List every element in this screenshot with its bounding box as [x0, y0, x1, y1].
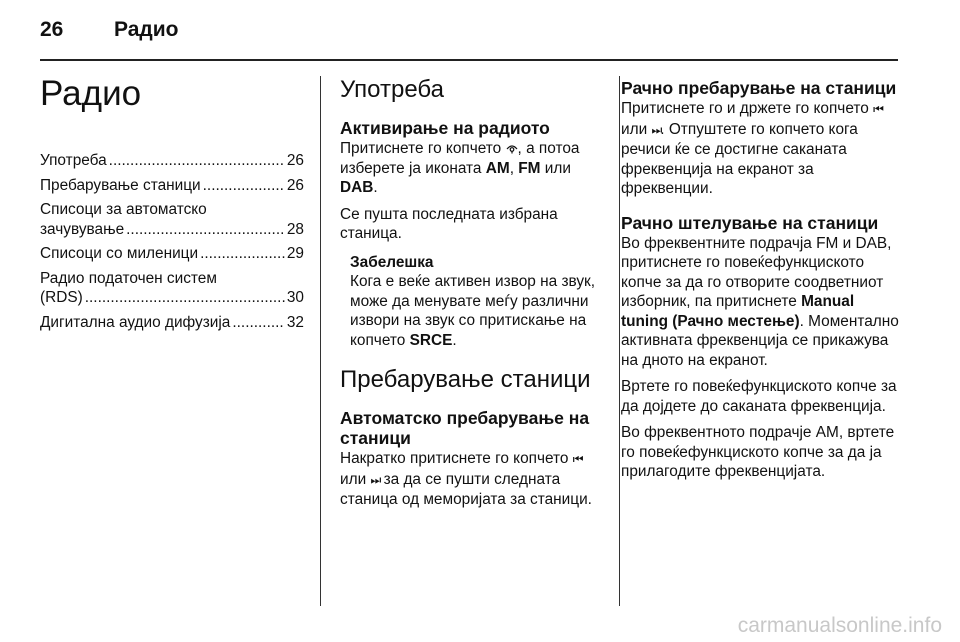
toc-item[interactable]: Дигитална аудио дифузија ..... 32 [40, 313, 304, 333]
next-track-icon: ⏭ [651, 122, 661, 137]
am-band-text: Во фреквентното подрачје AM, вртете го повеќефункциското копче за да ја прилагодите фреквенцијата. [621, 424, 895, 480]
last-station-text: Се пушта последната избрана станица. [340, 205, 558, 242]
toc-item[interactable]: Употреба ..... 26 [40, 151, 304, 171]
toc-item[interactable]: Пребарување станици ..... 26 [40, 176, 304, 196]
radio-icon [506, 142, 518, 154]
prev-track-icon: ⏮ [572, 452, 582, 466]
page-number: 26 [40, 18, 64, 41]
section-title: Радио [114, 18, 179, 41]
turn-knob-text: Вртете го повеќефункциското копче за да дојдете до саканата фреквенција. [621, 378, 897, 415]
column-divider-1 [320, 76, 321, 606]
next-track-icon: ⏭ [370, 472, 380, 487]
heading-usage: Употреба [340, 76, 444, 103]
activate-text: Притиснете го копчето , а потоа изберете ја иконата AM, FM или DAB. [340, 140, 580, 196]
subheading-manual-search: Рачно пребарување на станици [621, 78, 897, 98]
usage-column [340, 70, 604, 517]
toc-item[interactable]: Списоци со миленици ..... 29 [40, 244, 304, 264]
header-rule [40, 59, 898, 61]
subheading-auto-search: Автоматско пребарување на станици [340, 408, 590, 448]
manual-search-text: Притиснете го и држете го копчето ⏮ или ⏭. Отпуштете го копчето кога речиси ќе се достигне саканата фреквенција на екранот за фреквенции. [621, 100, 882, 197]
note-title: Забелешка [350, 253, 434, 271]
subheading-activate: Активирање на радиото [340, 118, 550, 138]
note [350, 253, 604, 351]
toc-column [40, 70, 304, 337]
heading-station-search: Пребарување станици [340, 366, 591, 393]
auto-search-text: Накратко притиснете го копчето ⏮ или ⏭ за да се пушти следната станица од меморијата за станици. [340, 450, 592, 508]
manual-tuning-text: Во фреквентните подрачја FM и DAB, притиснете го повеќефункциското копче за да го отворите соодветниот изборник, па притиснете Manual tuning (Рачно местење). Моментално активната фреквенција се прикажува на дното на екранот. [621, 234, 899, 369]
subheading-manual-tuning: Рачно штелување на станици [621, 212, 879, 233]
chapter-title: Радио [40, 74, 142, 113]
prev-track-icon: ⏮ [873, 102, 882, 116]
toc-item[interactable]: Списоци за автоматско зачувување ..... 28 [40, 200, 304, 239]
note-text: Кога е веќе активен извор на звук, може да менувате меѓу различни извори на звук со притискање на копчето SRCE. [350, 273, 596, 349]
watermark: carmanualsonline.info [737, 614, 942, 637]
column-divider-2 [619, 76, 620, 606]
toc-item[interactable]: Радио податочен систем (RDS) ..... 30 [40, 269, 304, 308]
manual-column [621, 70, 905, 489]
